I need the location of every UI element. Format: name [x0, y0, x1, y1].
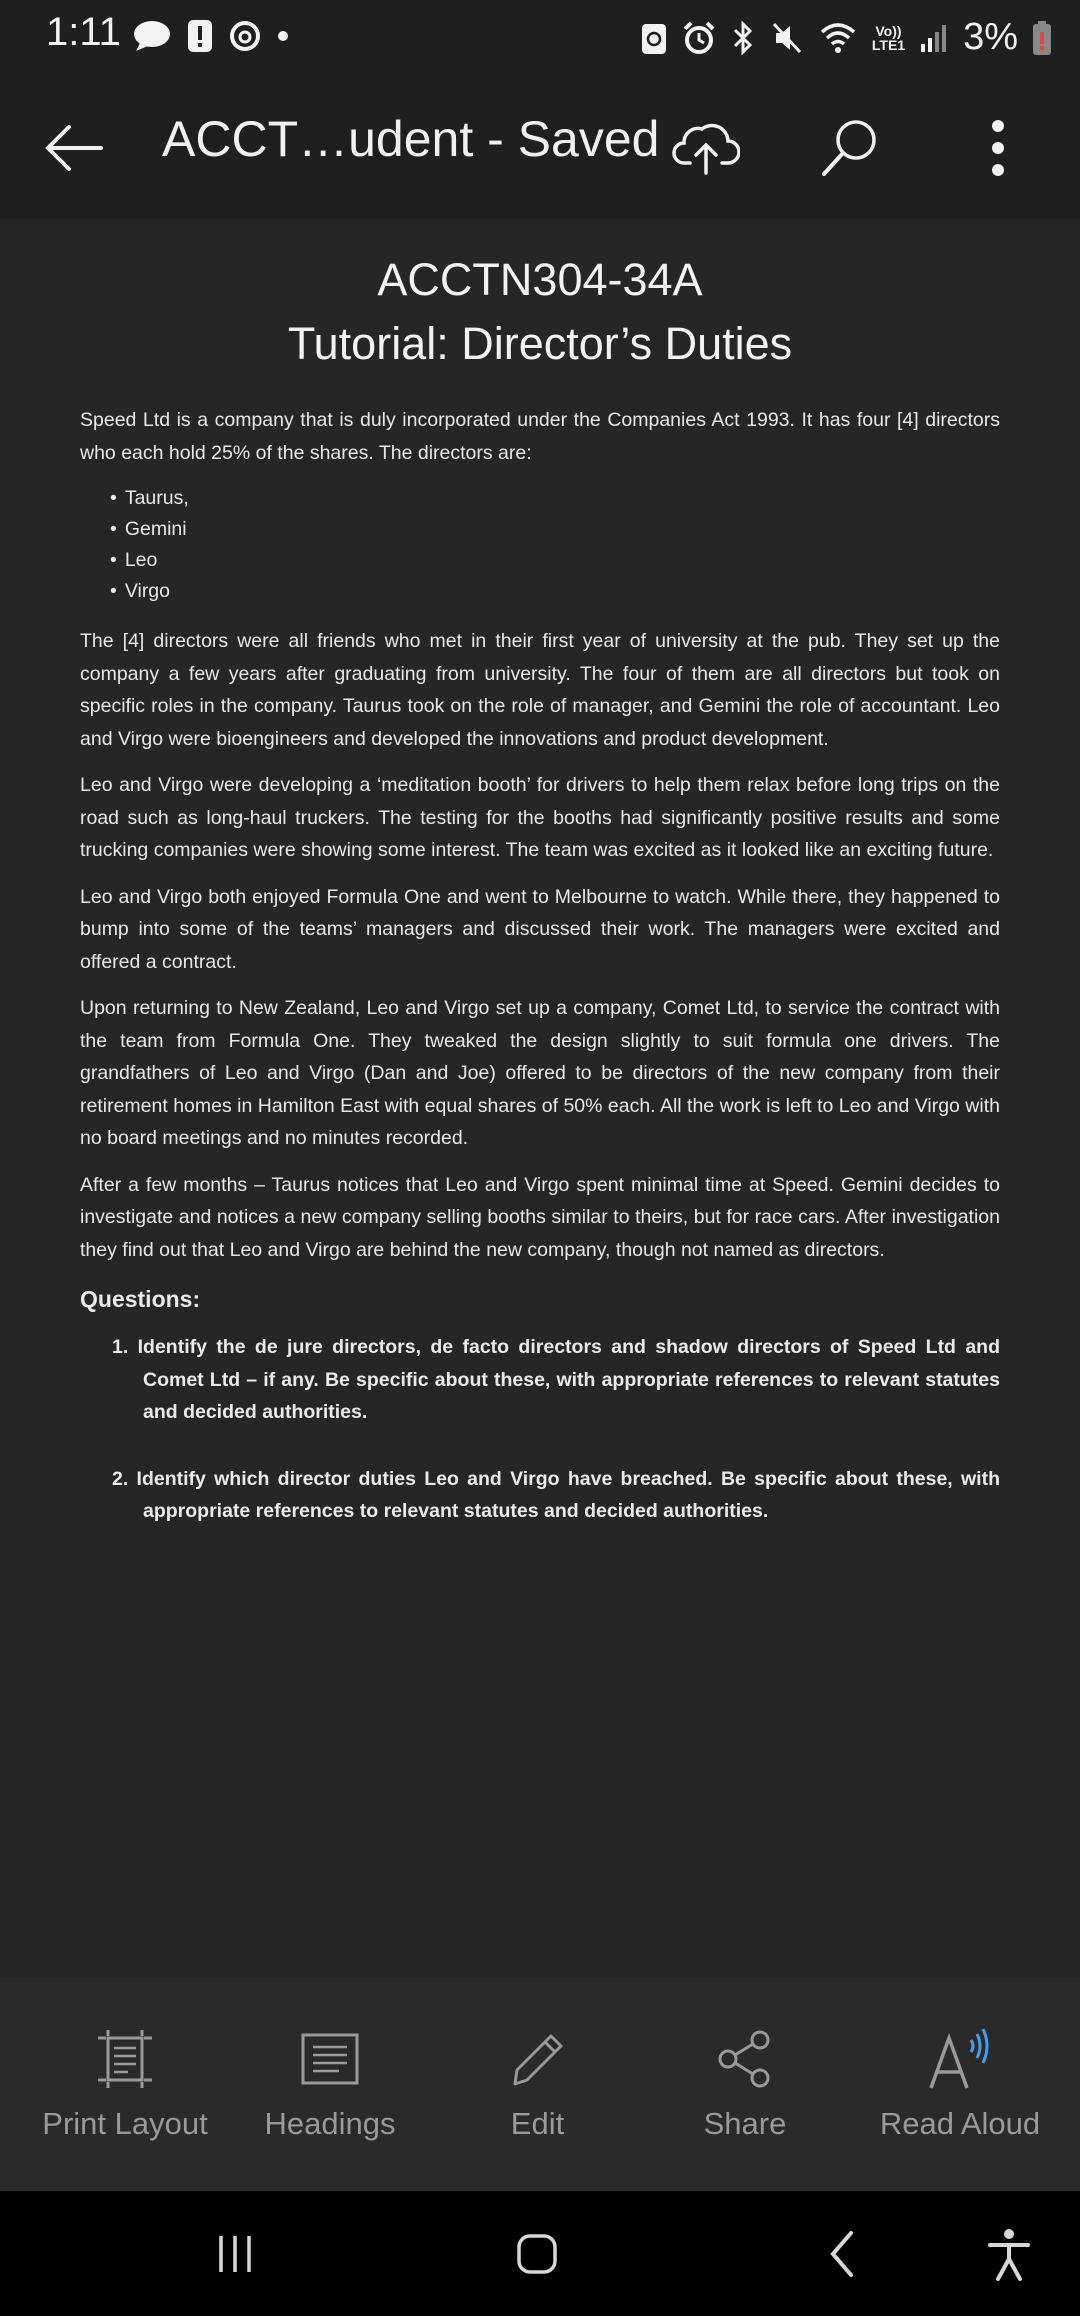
system-navigation-bar	[0, 2191, 1080, 2316]
document-heading	[80, 248, 1000, 376]
read-aloud-label: Read Aloud	[879, 2106, 1041, 2141]
questions-heading: Questions:	[80, 1286, 201, 1312]
home-button[interactable]	[502, 2219, 572, 2289]
home-icon	[515, 2232, 559, 2276]
recent-apps-button[interactable]	[200, 2219, 270, 2289]
accessibility-icon	[986, 2227, 1032, 2281]
paragraph-5: After a few months – Taurus notices that Leo and Virgo spent minimal time at Speed. Gemini decides to investigate and notices a new company selling booths similar to theirs, but for race cars. After investigation they find out that Leo and Virgo are behind the new company, though not named as directors.	[80, 1173, 1000, 1261]
battery-icon	[1032, 20, 1052, 56]
recent-apps-icon	[213, 2232, 257, 2276]
list-item: • Gemini	[110, 514, 1000, 545]
mute-icon	[770, 20, 804, 56]
question-1: 1. Identify the de jure directors, de facto directors and shadow directors of Speed Ltd and Comet Ltd – if any. Be specific about these, with appropriate references to relevant statutes and decided authorities.	[112, 1336, 1000, 1423]
document-content	[80, 248, 1000, 1562]
app-bar	[0, 80, 1080, 218]
back-nav-button[interactable]	[808, 2219, 878, 2289]
course-code: ACCTN304-34A	[377, 254, 703, 305]
threads-icon	[228, 18, 262, 54]
share-icon	[714, 2028, 776, 2090]
edit-label: Edit	[510, 2106, 565, 2141]
alert-icon	[186, 18, 214, 54]
document-title[interactable]: ACCT…udent - Saved	[162, 111, 660, 167]
intro-paragraph: Speed Ltd is a company that is duly incorporated under the Companies Act 1993. It has four [4] directors who each hold 25% of the shares. The directors are:	[80, 409, 1000, 464]
alarm-icon	[682, 20, 716, 56]
network-label-top: Vo))	[875, 22, 902, 39]
headings-button[interactable]	[240, 1978, 420, 2191]
network-label	[872, 24, 905, 52]
paragraph-4: Upon returning to New Zealand, Leo and Virgo set up a company, Comet Ltd, to service the contract with the team from Formula One. They tweaked the design slightly to suit formula one drivers. The grandfathers of Leo and Virgo (Dan and Joe) offered to be directors of the new company from their retirement homes in Hamilton East with equal shares of 50% each. All the work is left to Leo and Virgo with no board meetings and no minutes recorded.	[80, 997, 1000, 1149]
read-aloud-icon	[925, 2026, 995, 2092]
document-canvas[interactable]	[0, 218, 1080, 1978]
print-layout-label: Print Layout	[42, 2106, 208, 2141]
bottom-toolbar	[0, 1978, 1080, 2191]
edit-button[interactable]	[450, 1978, 625, 2191]
paragraph-2: Leo and Virgo were developing a ‘meditation booth’ for drivers to help them relax before long trips on the road such as long-haul truckers. The testing for the booths had significantly positive results and some trucking companies were showing some interest. The team was excited as it looked like an exciting future.	[80, 774, 1000, 861]
cloud-upload-icon	[672, 119, 740, 177]
search-button[interactable]	[810, 108, 890, 188]
pencil-icon	[507, 2028, 569, 2090]
print-layout-icon	[94, 2028, 156, 2090]
notification-icons	[132, 18, 290, 54]
question-2: 2. Identify which director duties Leo and Virgo have breached. Be specific about these, with appropriate references to relevant statutes and decided authorities.	[112, 1467, 1000, 1522]
system-icons	[640, 16, 1052, 59]
wifi-icon	[818, 20, 858, 56]
signal-icon	[919, 22, 949, 54]
chevron-left-icon	[823, 2229, 863, 2279]
directors-list	[80, 483, 1000, 607]
headings-icon	[299, 2031, 361, 2087]
paragraph-1: The [4] directors were all friends who met in their first year of university at the pub. They set up the company a few years after graduating from university. The four of them are all directors but took on specific roles in the company. Taurus took on the role of manager, and Gemini the role of accountant. Leo and Virgo were bioengineers and developed the innovations and product development.	[80, 630, 1000, 750]
paragraph-3: Leo and Virgo both enjoyed Formula One and went to Melbourne to watch. While there, they happened to bump into some of the teams’ managers and discussed their work. The managers were excited and offered a contract.	[80, 885, 1000, 973]
battery-saver-icon	[640, 20, 668, 56]
print-layout-button[interactable]	[20, 1978, 230, 2191]
bluetooth-icon	[730, 20, 756, 56]
read-aloud-button[interactable]	[860, 1978, 1060, 2191]
arrow-left-icon	[43, 123, 105, 173]
status-bar	[0, 0, 1080, 80]
headings-label: Headings	[264, 2106, 396, 2141]
network-label-bottom: LTE1	[871, 36, 906, 53]
list-item: • Virgo	[110, 576, 1000, 607]
more-options-button[interactable]	[960, 108, 1036, 188]
share-button[interactable]	[655, 1978, 835, 2191]
status-time: 1:11	[46, 10, 121, 54]
tutorial-title: Tutorial: Director’s Duties	[287, 318, 793, 369]
more-vertical-icon	[988, 118, 1008, 178]
chat-bubble-icon	[132, 19, 172, 53]
battery-percent: 3%	[963, 16, 1018, 58]
list-item: • Leo	[110, 545, 1000, 576]
list-item: • Taurus,	[110, 483, 1000, 514]
back-button[interactable]	[36, 110, 112, 186]
share-label: Share	[703, 2106, 787, 2141]
search-icon	[818, 116, 882, 180]
accessibility-button[interactable]	[974, 2219, 1044, 2289]
dot-icon	[276, 29, 290, 43]
save-to-cloud-button[interactable]	[666, 108, 746, 188]
